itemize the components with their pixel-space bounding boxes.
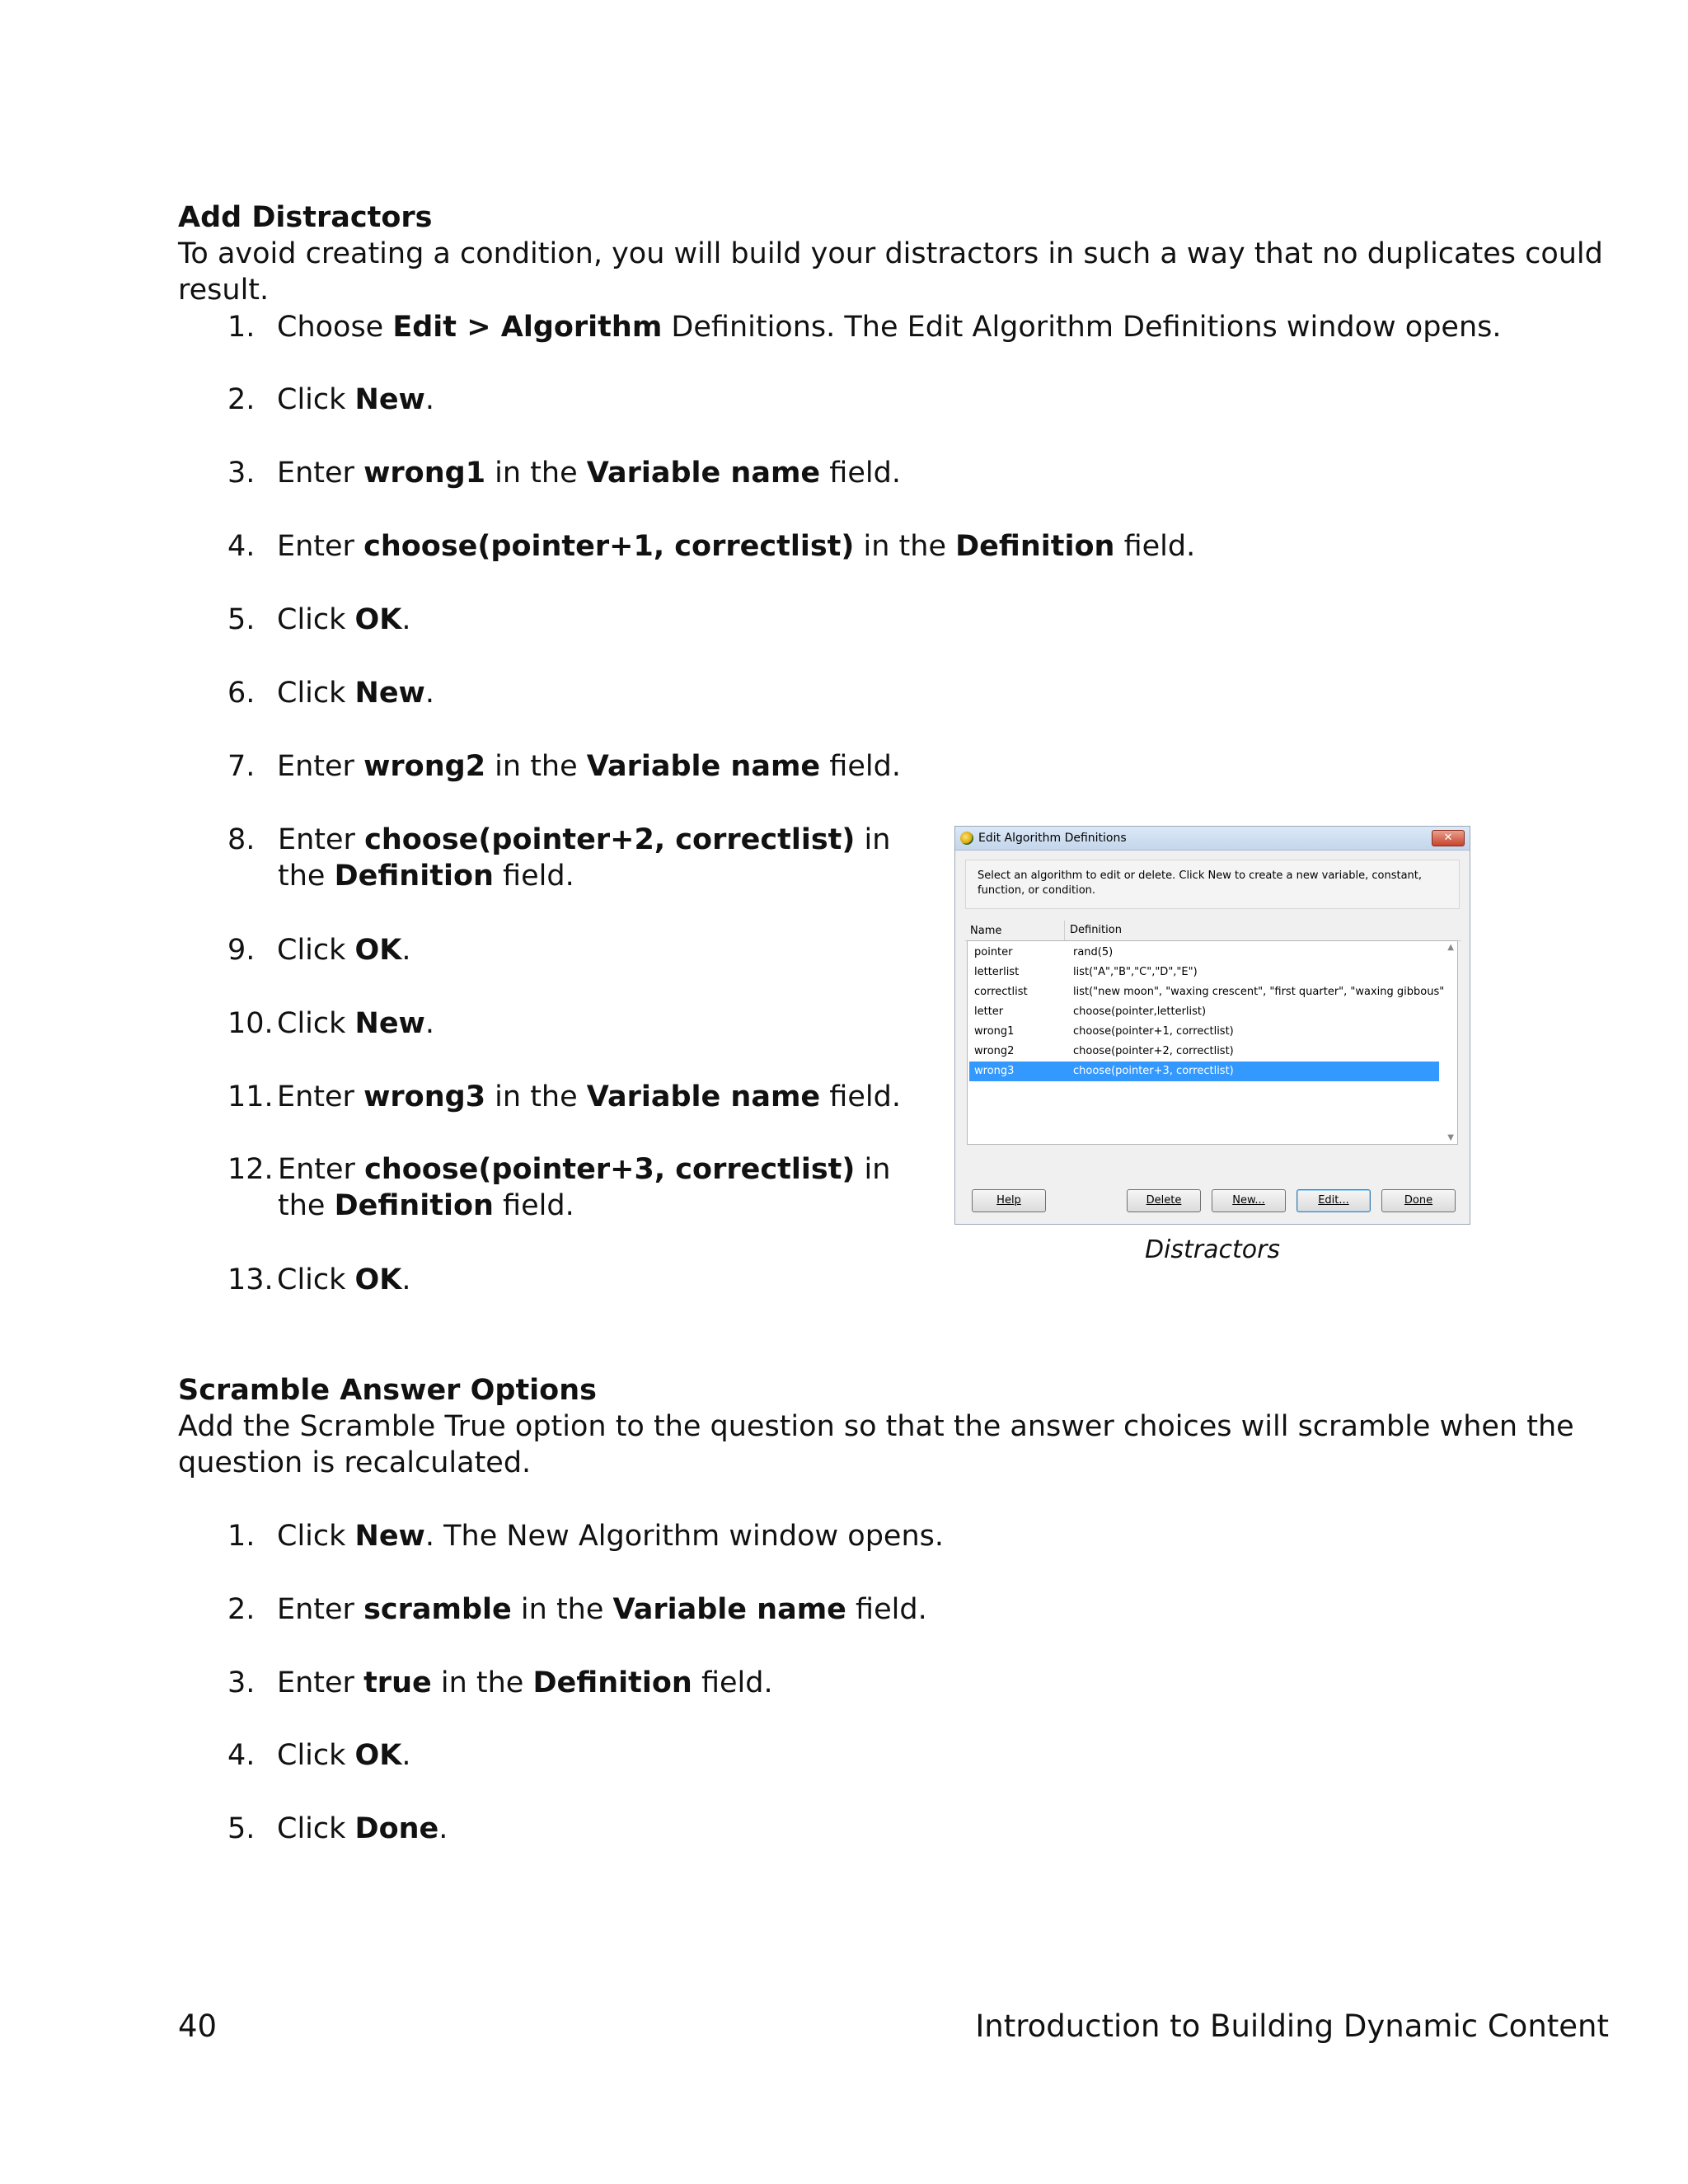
- new-button[interactable]: New...: [1212, 1189, 1286, 1212]
- step-bold: Edit > Algorithm: [392, 311, 663, 344]
- step-bold: OK: [354, 1739, 402, 1772]
- list-item: [227, 1262, 411, 1298]
- step-text: field.: [692, 1666, 773, 1699]
- step-number: 5.: [227, 603, 256, 636]
- step-number: 2.: [227, 383, 256, 416]
- step-bold: OK: [354, 1263, 402, 1296]
- list-item: [227, 602, 411, 638]
- scroll-up-icon[interactable]: ▲: [1447, 943, 1454, 952]
- step-text: Enter: [277, 1080, 364, 1113]
- section-intro: Add the Scramble True option to the question so that the answer choices will scramble when the question is recalculated.: [178, 1410, 1574, 1479]
- section-title-add-distractors: Add Distractors: [178, 201, 433, 234]
- done-button[interactable]: Done: [1381, 1189, 1456, 1212]
- step-text: Click: [277, 677, 355, 710]
- step-number: 12.: [227, 1153, 274, 1186]
- step-text: Click: [277, 1263, 355, 1296]
- step-number: 4.: [227, 530, 256, 563]
- step-text: Enter: [277, 1593, 364, 1626]
- list-item: [227, 1737, 411, 1774]
- list-header: [965, 921, 1461, 941]
- step-text: field.: [493, 1189, 574, 1222]
- step-text: Click: [277, 1812, 355, 1845]
- list-item: [227, 455, 901, 491]
- step-number: 5.: [227, 1812, 256, 1845]
- step-text: Definitions. The Edit Algorithm Definitions window opens.: [662, 311, 1502, 344]
- step-bold: choose(pointer+1, correctlist): [363, 530, 855, 563]
- step-number: 4.: [227, 1739, 256, 1772]
- page-number: 40: [178, 2008, 218, 2044]
- step-text: field.: [1114, 530, 1196, 563]
- column-header-name[interactable]: Name: [970, 925, 1002, 937]
- step-text: in the: [431, 1666, 533, 1699]
- list-item: [227, 528, 1195, 565]
- delete-button[interactable]: Delete: [1127, 1189, 1201, 1212]
- row-name: wrong1: [974, 1025, 1015, 1038]
- step-number: 2.: [227, 1593, 256, 1626]
- step-number: 1.: [227, 1520, 256, 1553]
- step-text: Enter: [278, 1153, 365, 1186]
- row-name: letter: [974, 1005, 1004, 1018]
- column-header-definition[interactable]: Definition: [1064, 921, 1122, 940]
- step-bold: New: [354, 677, 425, 710]
- section-intro: To avoid creating a condition, you will build your distractors in such a way that no duplicates could result.: [178, 237, 1603, 307]
- table-row[interactable]: [969, 963, 1439, 982]
- step-bold: Definition: [532, 1666, 692, 1699]
- step-bold: scramble: [363, 1593, 512, 1626]
- table-row[interactable]: [969, 1002, 1439, 1022]
- figure-caption: Distractors: [1144, 1235, 1281, 1264]
- footer-book-title: Introduction to Building Dynamic Content: [975, 2008, 1609, 2044]
- step-text: Enter: [278, 823, 365, 856]
- step-bold: wrong2: [363, 750, 486, 783]
- step-text: . The New Algorithm window opens.: [424, 1520, 945, 1553]
- step-text: in the: [278, 1153, 891, 1222]
- step-text: field.: [820, 1080, 901, 1113]
- step-text: Click: [277, 934, 355, 967]
- step-bold: New: [354, 383, 425, 416]
- step-text: Click: [277, 383, 355, 416]
- step-text: .: [401, 603, 411, 636]
- step-bold: choose(pointer+2, correctlist): [364, 823, 856, 856]
- step-text: field.: [820, 750, 901, 783]
- step-bold: Done: [354, 1812, 439, 1845]
- step-number: 6.: [227, 677, 256, 710]
- row-definition: choose(pointer+1, correctlist): [1073, 1025, 1234, 1038]
- step-bold: New: [354, 1520, 425, 1553]
- step-number: 1.: [227, 311, 256, 344]
- list-item: [227, 675, 434, 711]
- step-number: 9.: [227, 934, 256, 967]
- step-text: Enter: [277, 750, 364, 783]
- step-bold: Variable name: [586, 1080, 821, 1113]
- step-bold: OK: [354, 603, 402, 636]
- edit-button[interactable]: Edit...: [1296, 1189, 1371, 1212]
- step-text: .: [401, 1739, 411, 1772]
- step-text: field.: [846, 1593, 927, 1626]
- list-item: [227, 309, 1502, 345]
- table-row[interactable]: [969, 943, 1439, 963]
- step-bold: Variable name: [586, 457, 821, 490]
- step-text: Click: [277, 603, 355, 636]
- step-number: 3.: [227, 1666, 256, 1699]
- list-item: [227, 1811, 448, 1847]
- step-number: 8.: [227, 823, 256, 856]
- edit-algorithm-definitions-dialog: [954, 826, 1470, 1225]
- step-text: .: [438, 1812, 448, 1845]
- step-text: field.: [820, 457, 901, 490]
- row-definition: list("new moon", "waxing crescent", "first quarter", "waxing gibbous": [1073, 986, 1445, 998]
- row-name: letterlist: [974, 966, 1020, 978]
- step-number: 13.: [227, 1263, 274, 1296]
- row-name: wrong2: [974, 1045, 1015, 1057]
- step-bold: Definition: [334, 860, 494, 893]
- step-text: in the: [278, 823, 891, 893]
- row-name: pointer: [974, 946, 1013, 958]
- step-number: 7.: [227, 750, 256, 783]
- step-text: .: [401, 1263, 411, 1296]
- step-text: in the: [485, 457, 587, 490]
- row-definition: choose(pointer+2, correctlist): [1073, 1045, 1234, 1057]
- step-bold: wrong3: [363, 1080, 486, 1113]
- step-bold: choose(pointer+3, correctlist): [364, 1153, 856, 1186]
- list-item: [227, 748, 901, 785]
- step-text: in the: [485, 750, 587, 783]
- step-text: Enter: [277, 1666, 364, 1699]
- dialog-instructions: Select an algorithm to edit or delete. Click New to create a new variable, constant, function, or condition.: [965, 860, 1460, 909]
- step-text: in the: [485, 1080, 587, 1113]
- step-number: 11.: [227, 1080, 274, 1113]
- table-row[interactable]: [969, 1042, 1439, 1062]
- step-text: .: [424, 1007, 435, 1040]
- step-bold: Definition: [955, 530, 1115, 563]
- close-icon[interactable]: ✕: [1432, 830, 1465, 846]
- step-text: in the: [511, 1593, 613, 1626]
- dialog-titlebar: [955, 827, 1470, 851]
- step-text: .: [424, 677, 435, 710]
- step-text: field.: [493, 860, 574, 893]
- scroll-down-icon[interactable]: ▼: [1447, 1133, 1454, 1142]
- row-definition: rand(5): [1073, 946, 1114, 958]
- step-text: Click: [277, 1007, 355, 1040]
- row-definition: choose(pointer,letterlist): [1073, 1005, 1207, 1018]
- step-text: Click: [277, 1520, 355, 1553]
- row-definition: choose(pointer+3, correctlist): [1073, 1065, 1234, 1077]
- list-item: [227, 382, 434, 418]
- step-text: .: [424, 383, 435, 416]
- row-name: correctlist: [974, 986, 1028, 998]
- list-item: [227, 1079, 901, 1115]
- list-item: [227, 932, 411, 968]
- step-text: Choose: [277, 311, 393, 344]
- step-text: Click: [277, 1739, 355, 1772]
- help-button[interactable]: Help: [972, 1189, 1046, 1212]
- row-definition: list("A","B","C","D","E"): [1073, 966, 1198, 978]
- row-name: wrong3: [974, 1065, 1015, 1077]
- list-item: [227, 1005, 434, 1042]
- step-bold: Definition: [334, 1189, 494, 1222]
- step-text: in the: [854, 530, 956, 563]
- list-item: [227, 1518, 944, 1554]
- algorithm-list[interactable]: [967, 940, 1458, 1145]
- list-item: [227, 822, 928, 894]
- table-row[interactable]: [969, 1022, 1439, 1042]
- app-icon: [960, 832, 973, 845]
- list-item: [227, 1665, 773, 1701]
- step-bold: Variable name: [612, 1593, 846, 1626]
- step-text: .: [401, 934, 411, 967]
- step-bold: New: [354, 1007, 425, 1040]
- list-item: [227, 1151, 928, 1224]
- step-text: Enter: [277, 457, 364, 490]
- step-bold: Variable name: [586, 750, 821, 783]
- step-bold: wrong1: [363, 457, 486, 490]
- step-bold: OK: [354, 934, 402, 967]
- step-number: 3.: [227, 457, 256, 490]
- section-title-scramble: Scramble Answer Options: [178, 1374, 597, 1407]
- dialog-title: Edit Algorithm Definitions: [978, 832, 1127, 845]
- step-bold: true: [363, 1666, 432, 1699]
- table-row-selected[interactable]: [969, 1062, 1439, 1081]
- step-text: Enter: [277, 530, 364, 563]
- table-row[interactable]: [969, 982, 1445, 1002]
- list-item: [227, 1591, 927, 1628]
- step-number: 10.: [227, 1007, 274, 1040]
